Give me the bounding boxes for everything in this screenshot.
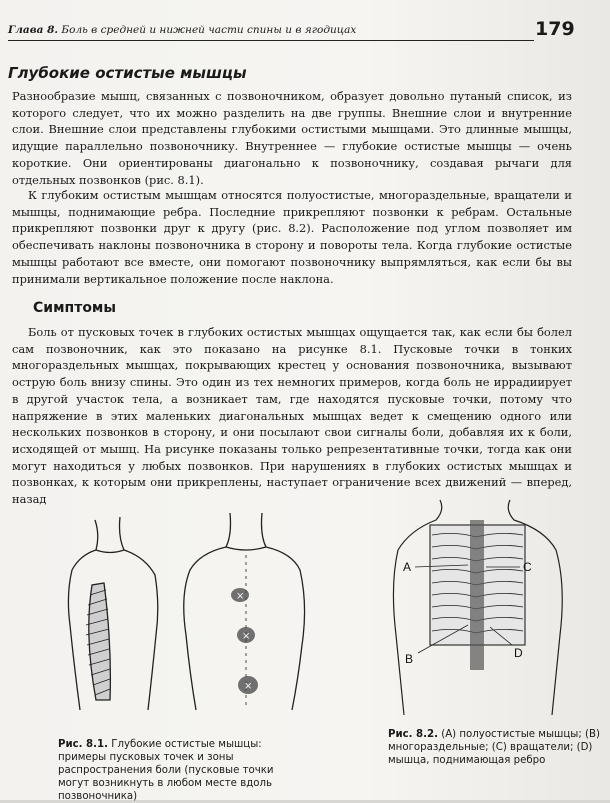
figure-8-1-caption xyxy=(58,738,308,803)
trigger-point-icon: × xyxy=(244,681,253,692)
paragraph-text: К глубоким остистым мышцам относятся полуостистые, многораздельные, вращатели и мышцы, поднимающие ребра. Последние прикрепляют позвонки к ребрам. Остальные прикрепляют позвонки друг к другу (рис. 8.2). Расположение под углом позволяет им обеспечивать наклоны позвоночника в сторону и повороты тела. Когда глубокие остистые мышцы работают все вместе, они помогают позвоночнику выпрямляться, как если бы вы принимали вертикальное положение после наклона. xyxy=(12,188,572,286)
section-title: Глубокие остистые мышцы xyxy=(8,64,247,82)
trigger-point-icon: × xyxy=(236,591,245,602)
right-neck xyxy=(226,547,266,550)
marker-a: A xyxy=(403,560,412,574)
right-torso-outline xyxy=(184,513,231,710)
right-torso-outline-right xyxy=(262,513,305,710)
paragraph-text: Разнообразие мышц, связанных с позвоночником, образует довольно путаный список, из которого следует, что их можно разделить на две группы. Внешние слои и внутренние слои. Внешние слои представлены глубокими остистыми мышцами. Это длинные мышцы, идущие параллельно позвоночнику. Внутреннее — глубокие остистые мышцы — очень короткие. Они ориентированы диагонально к позвоночнику, создавая рычаги для отдельных позвонков (рис. 8.1). xyxy=(12,89,572,187)
left-torso-outline-right xyxy=(120,517,158,710)
left-neck xyxy=(96,550,124,553)
marker-c: C xyxy=(523,560,532,574)
marker-d: D xyxy=(514,646,523,660)
chapter-label: Глава 8. xyxy=(8,24,59,36)
figure-8-2-caption xyxy=(388,728,603,767)
intro-paragraph-1 xyxy=(12,88,572,188)
caption-text: (A) полуостистые мышцы; (B) многораздельные; (C) вращатели; (D) мышца, поднимающая ребро xyxy=(388,729,600,766)
marker-b: B xyxy=(405,652,414,666)
caption-text: Глубокие остистые мышцы: примеры пусковых точек и зоны распространения боли (пусковые точки могут возникнуть в любом месте вдоль позвоночника) xyxy=(58,739,274,802)
running-header xyxy=(8,24,534,41)
figure-8-2-illustration xyxy=(393,500,562,715)
paragraph-text: Боль от пусковых точек в глубоких остистых мышцах ощущается так, как если бы болел сам позвоночник, как это показано на рисунке 8.1. Пусковые точки в тонких многораздельных мышцах, покрывающих крестец у основания позвоночника, вызывают острую боль внизу спины. Это один из тех немногих примеров, когда боль не иррадиирует в другой участок тела, а возникает там, где находятся пусковые точки, потому что напряжение в этих маленьких диагональных мышцах ведет к смещению одного или нескольких позвонков в сторону, и они посылают свои сигналы боли, добавляя их к боли, исходящей от мышц. На рисунке показаны только репрезентативные точки, тогда как они могут находиться у любых позвонков. При нарушениях в глубоких остистых мышцах и позвонках, к которым они прикреплены, наступает ограничение всех движений — вперед, назад xyxy=(12,325,572,507)
figure-label: Рис. 8.1. xyxy=(58,739,108,750)
figure-8-1-illustration xyxy=(68,513,304,710)
chapter-title: Боль в средней и нижней части спины и в ягодицах xyxy=(61,24,357,36)
figures-area xyxy=(0,495,610,735)
intro-paragraph-2 xyxy=(12,187,572,287)
page-number: 179 xyxy=(535,18,575,40)
figure-label: Рис. 8.2. xyxy=(388,729,438,740)
trigger-point-icon: × xyxy=(242,631,251,642)
symptoms-paragraph xyxy=(12,324,572,508)
subsection-title: Симптомы xyxy=(33,300,117,316)
spine-column xyxy=(470,520,484,670)
